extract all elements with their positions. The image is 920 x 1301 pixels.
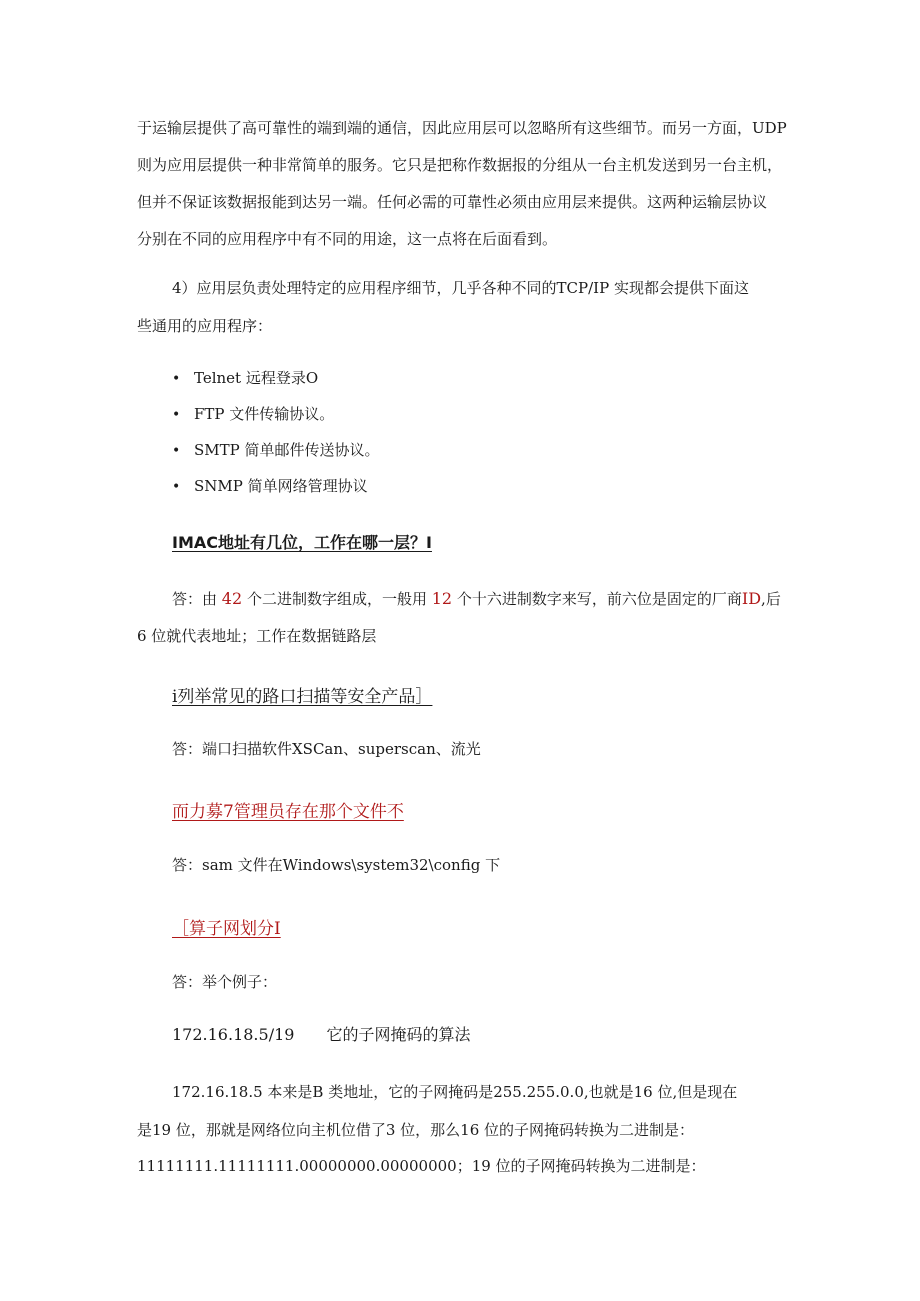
question-mac-address: IMAC地址有几位，工作在哪一层？I — [172, 533, 432, 552]
bullet-icon: • — [172, 371, 181, 387]
para2-line-2: 些通用的应用程序： — [137, 317, 273, 335]
answer-number: ID — [741, 589, 762, 608]
para1-line-2: 则为应用层提供一种非常简单的服务。它只是把称作数据报的分组从一台主机发送到另一台主机， — [137, 156, 783, 174]
answer-number: 12 — [431, 589, 453, 608]
answer-mac-line-1 — [172, 589, 781, 609]
answer-text: 答：由 — [172, 590, 218, 608]
subnet-explain-line-1: 172.16.18.5 本来是B 类地址，它的子网掩码是255.255.0.0,也就是16 位,但是现在 — [172, 1083, 738, 1101]
answer-number: 42 — [221, 589, 243, 608]
list-item — [172, 476, 368, 497]
para1-line-4: 分别在不同的应用程序中有不同的用途，这一点将在后面看到。 — [137, 230, 558, 248]
list-item — [172, 368, 318, 389]
answer-text: 个二进制数字组成，一般用 — [246, 590, 427, 608]
list-item — [172, 404, 334, 425]
question-port-scan: i列举常见的路口扫描等安全产品］ — [172, 687, 433, 707]
list-item-text: Telnet 远程登录O — [194, 369, 319, 387]
bullet-icon: • — [172, 479, 181, 495]
answer-admin-file: 答：sam 文件在Windows\system32\config 下 — [172, 856, 501, 874]
list-item-text: SMTP 简单邮件传送协议。 — [194, 441, 380, 459]
answer-mac-line-2: 6 位就代表地址；工作在数据链路层 — [137, 627, 377, 645]
subnet-explain-line-2: 是19 位，那就是网络位向主机位借了3 位，那么16 位的子网掩码转换为二进制是： — [137, 1121, 695, 1139]
bullet-icon: • — [172, 407, 181, 423]
answer-text: 个十六进制数字来写，前六位是固定的厂商 — [456, 590, 742, 608]
answer-port-scan: 答：端口扫描软件XSCan、superscan、流光 — [172, 740, 481, 758]
list-item-text: FTP 文件传输协议。 — [194, 405, 335, 423]
para2-line-1: 4）应用层负责处理特定的应用程序细节，几乎各种不同的TCP/IP 实现都会提供下面这 — [172, 279, 749, 297]
answer-subnet: 答：举个例子： — [172, 973, 278, 991]
question-subnet: ［算子网划分I — [172, 919, 281, 939]
bullet-icon: • — [172, 443, 181, 459]
para1-line-1: 于运输层提供了高可靠性的端到端的通信，因此应用层可以忽略所有这些细节。而另一方面，UDP — [137, 119, 787, 137]
list-item-text: SNMP 简单网络管理协议 — [194, 477, 368, 495]
subnet-explain-line-3: 11111111.11111111.00000000.00000000；19 位的子网掩码转换为二进制是： — [137, 1157, 706, 1175]
question-admin-file: 而力募7管理员存在那个文件不 — [172, 802, 404, 822]
list-item — [172, 440, 380, 461]
para1-line-3: 但并不保证该数据报能到达另一端。任何必需的可靠性必须由应用层来提供。这两种运输层协议 — [137, 193, 768, 211]
subnet-example: 172.16.18.5/19 它的子网掩码的算法 — [172, 1025, 471, 1044]
answer-text: ,后 — [761, 590, 781, 608]
